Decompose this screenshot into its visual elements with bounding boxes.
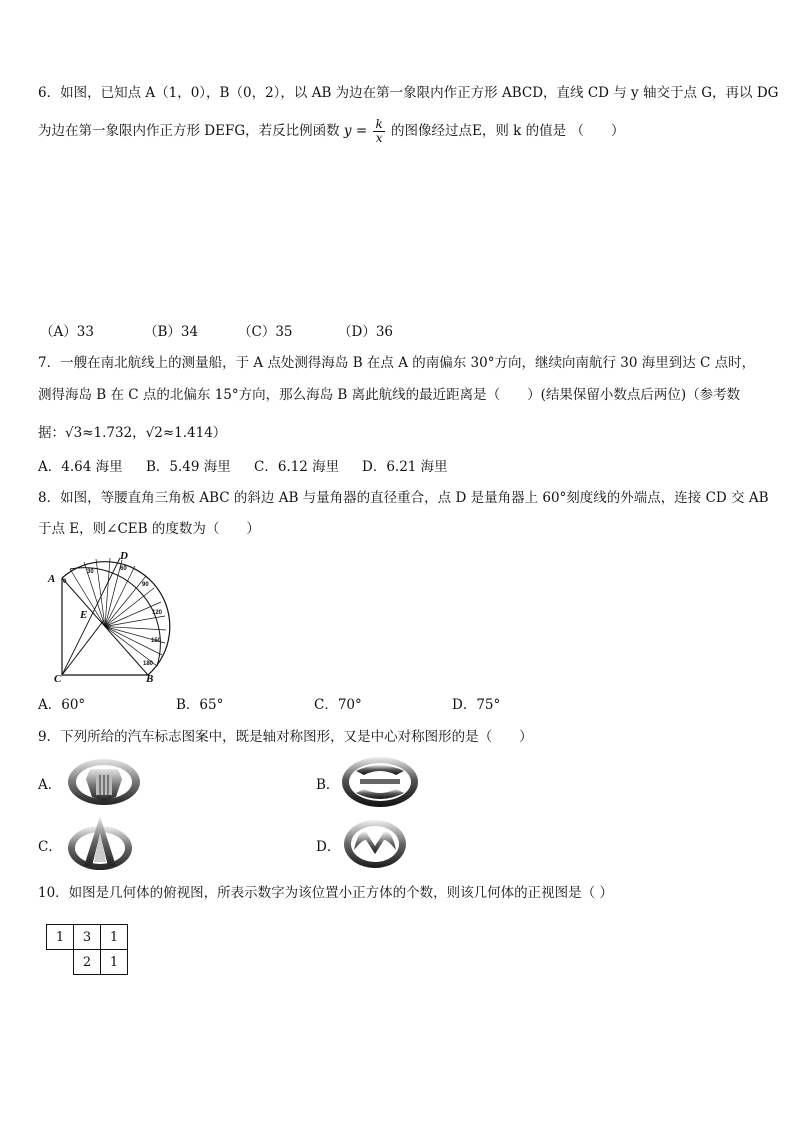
q6-fraction <box>373 118 384 145</box>
q6-frac-num: k <box>375 117 383 131</box>
q7-option-c[interactable]: C．6.12 海里 <box>254 459 340 475</box>
q8-label-b: B <box>146 673 154 684</box>
q6-option-a[interactable]: （A）33 <box>40 324 94 340</box>
q6-line2-post: 的图像经过点E，则 k 的值是 （ ） <box>391 123 625 139</box>
q6-line1: 6．如图，已知点 A（1，0），B（0，2），以 AB 为边在第一象限内作正方形 ABCD，直线 CD 与 y 轴交于点 G，再以 DG <box>38 85 779 101</box>
q8-label-c: C <box>54 673 62 684</box>
q10-grid-row <box>47 950 128 975</box>
q8-scale-180: 180 <box>143 661 154 667</box>
q6-option-c[interactable]: （C）35 <box>238 324 293 340</box>
q9-logo-b-icon[interactable] <box>340 755 420 809</box>
q8-protractor-figure <box>40 548 180 684</box>
q9-option-b-label[interactable]: B． <box>316 777 340 793</box>
q9-option-d-label[interactable]: D． <box>316 839 341 855</box>
q10-grid-cell: 1 <box>47 925 74 950</box>
q8-option-d[interactable]: D．75° <box>452 697 501 713</box>
q6-line2-pre: 为边在第一象限内作正方形 DEFG，若反比例函数 <box>38 123 340 139</box>
q6-line2 <box>38 118 624 145</box>
q10-top-view-grid <box>46 924 128 975</box>
q10-grid-cell: 3 <box>74 925 101 950</box>
q10-grid-cell: 2 <box>74 950 101 975</box>
q9-option-a-label[interactable]: A． <box>38 777 62 793</box>
q9-line1: 9．下列所给的汽车标志图案中，既是轴对称图形，又是中心对称图形的是（ ） <box>38 729 533 745</box>
q8-line1: 8．如图，等腰直角三角板 ABC 的斜边 AB 与量角器的直径重合，点 D 是量角器上 60°刻度线的外端点，连接 CD 交 AB <box>38 490 769 506</box>
q9-option-c-label[interactable]: C． <box>38 839 62 855</box>
q8-scale-90: 90 <box>142 582 149 588</box>
q7-option-a[interactable]: A．4.64 海里 <box>38 459 123 475</box>
q8-scale-0: 0 <box>63 579 67 585</box>
q8-label-a: A <box>48 573 56 585</box>
q9-logo-a-icon[interactable] <box>66 757 142 807</box>
q8-option-b[interactable]: B．65° <box>176 697 224 713</box>
q8-option-c[interactable]: C．70° <box>314 697 362 713</box>
q10-grid-row <box>47 925 128 950</box>
q6-option-d[interactable]: （D）36 <box>338 324 394 340</box>
q7-option-d[interactable]: D．6.21 海里 <box>362 459 448 475</box>
q8-option-a[interactable]: A．60° <box>38 697 86 713</box>
q7-line2: 测得海岛 B 在 C 点的北偏东 15°方向，那么海岛 B 离此航线的最近距离是（ ）(结果保留小数点后两位)（参考数 <box>38 387 741 403</box>
q9-logo-c-icon[interactable] <box>66 814 134 872</box>
q7-line1: 7．一艘在南北航线上的测量船，于 A 点处测得海岛 B 在点 A 的南偏东 30°方向，继续向南航行 30 海里到达 C 点时， <box>38 355 756 371</box>
q10-grid-cell-empty <box>47 950 74 975</box>
q8-scale-60: 60 <box>120 566 127 572</box>
q6-frac-den: x <box>375 131 383 145</box>
q6-option-b[interactable]: （B）34 <box>144 324 199 340</box>
q8-scale-30: 30 <box>87 569 94 575</box>
q8-line2: 于点 E，则∠CEB 的度数为（ ） <box>38 521 260 537</box>
q8-scale-120: 120 <box>152 610 163 616</box>
q8-label-e: E <box>80 609 88 621</box>
q7-option-b[interactable]: B．5.49 海里 <box>146 459 231 475</box>
q9-logo-d-icon[interactable] <box>342 818 408 870</box>
q10-line1: 10．如图是几何体的俯视图，所表示数字为该位置小正方体的个数，则该几何体的正视图是（ ） <box>38 885 613 901</box>
q10-grid-cell: 1 <box>101 925 128 950</box>
q8-label-d: D <box>120 550 128 562</box>
q6-func-y: y = <box>343 123 368 139</box>
q10-grid-cell: 1 <box>101 950 128 975</box>
q8-scale-150: 150 <box>151 638 162 644</box>
q7-line3: 据：√3≈1.732，√2≈1.414） <box>38 425 227 441</box>
